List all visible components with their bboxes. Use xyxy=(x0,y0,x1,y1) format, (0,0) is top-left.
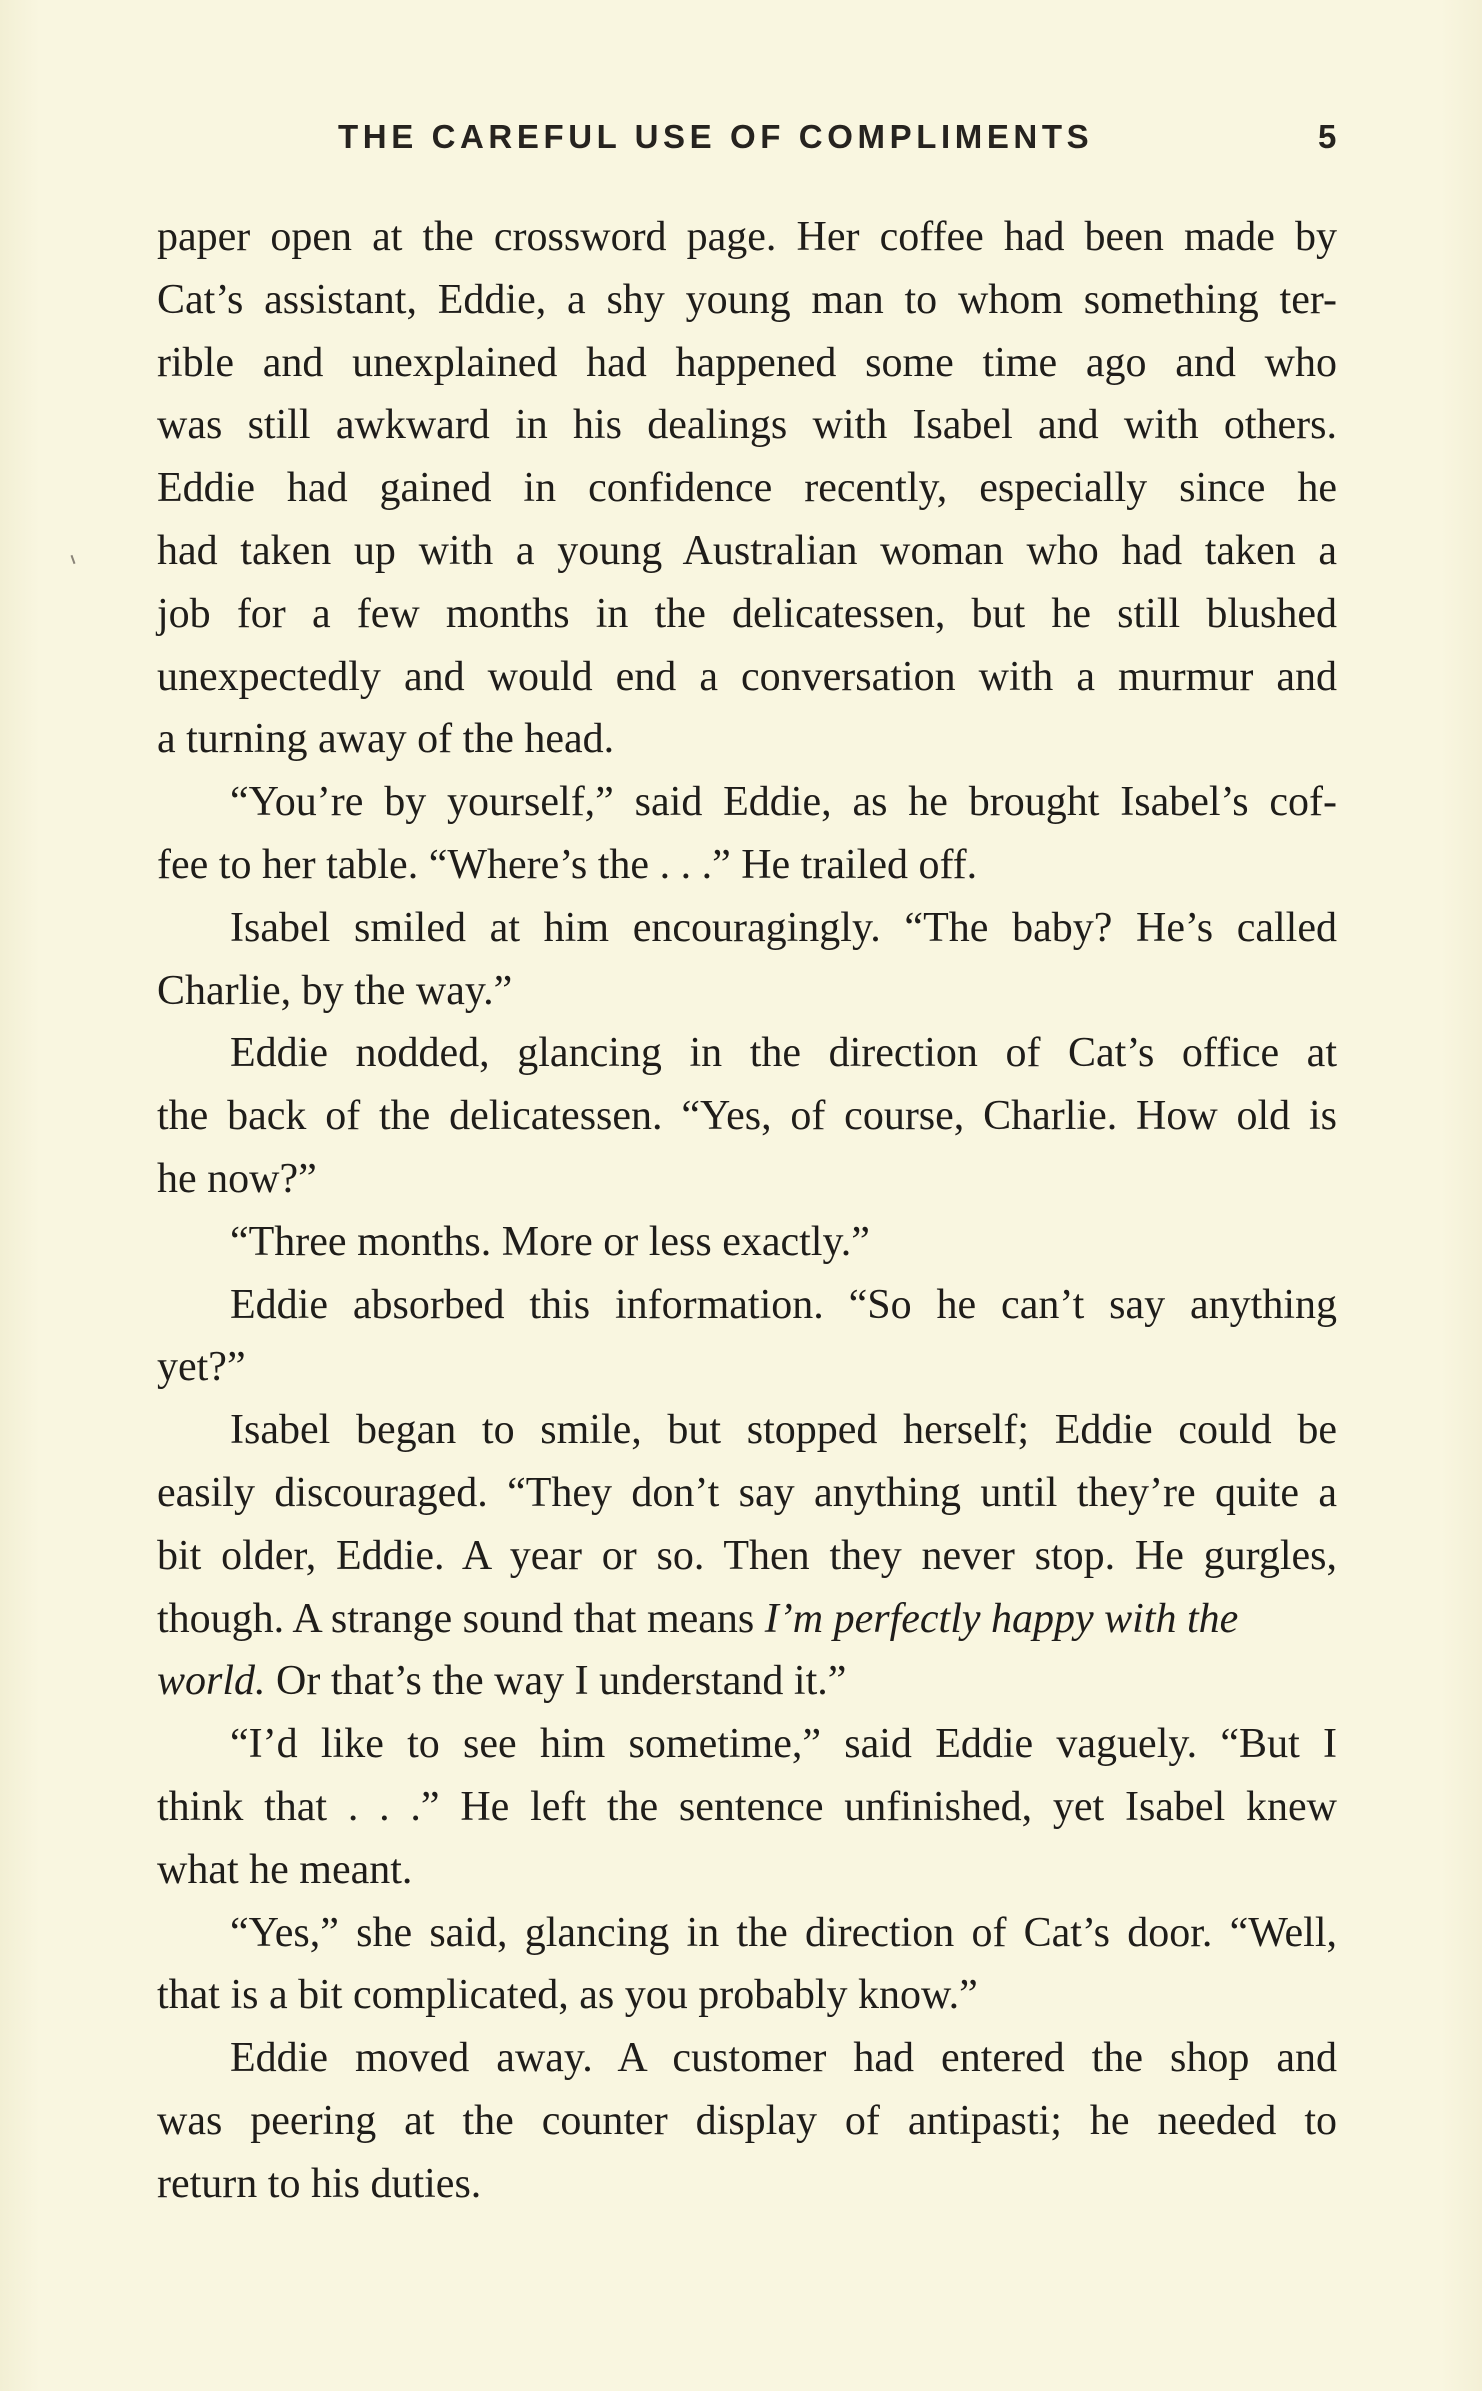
text-line: Eddie moved away. A customer had entered the shop and xyxy=(230,2035,1337,2082)
text-line: “I’d like to see him sometime,” said Eddie vaguely. “But I xyxy=(230,1721,1337,1768)
text-line xyxy=(157,1588,1337,1651)
text-line: easily discouraged. “They don’t say anything until they’re quite a xyxy=(157,1469,1337,1516)
text-line: “You’re by yourself,” said Eddie, as he brought Isabel’s cof- xyxy=(230,779,1337,826)
text-line: Eddie nodded, glancing in the direction of Cat’s office at xyxy=(230,1030,1337,1077)
text-line: yet?” xyxy=(157,1344,246,1391)
text-line: Cat’s assistant, Eddie, a shy young man to whom something ter- xyxy=(157,276,1337,323)
italic-text: I’m perfectly happy with the xyxy=(764,1595,1239,1642)
text-line: Charlie, by the way.” xyxy=(157,967,513,1014)
text-line: bit older, Eddie. A year or so. Then they never stop. He gurgles, xyxy=(157,1532,1337,1579)
text-line: “Three months. More or less exactly.” xyxy=(230,1218,870,1265)
page-number: 5 xyxy=(1318,118,1337,155)
italic-text: world. xyxy=(157,1658,266,1705)
text-line: had taken up with a young Australian woman who had taken a xyxy=(157,527,1337,574)
running-head: THE CAREFUL USE OF COMPLIMENTS xyxy=(338,118,1094,155)
text-line: that is a bit complicated, as you probably know.” xyxy=(157,1972,978,2019)
text-line: return to his duties. xyxy=(157,2160,482,2207)
text-line: unexpectedly and would end a conversation with a murmur and xyxy=(157,653,1337,700)
text-run: Or that’s the way I understand it.” xyxy=(265,1658,847,1705)
text-line: Eddie had gained in confidence recently, especially since he xyxy=(157,465,1337,512)
text-line: a turning away of the head. xyxy=(157,716,615,763)
text-run: though. A strange sound that means xyxy=(157,1595,765,1642)
text-line: Isabel smiled at him encouragingly. “The baby? He’s called xyxy=(230,904,1337,951)
text-line: paper open at the crossword page. Her coffee had been made by xyxy=(157,214,1337,260)
text-line: Eddie absorbed this information. “So he can’t say anything xyxy=(230,1281,1337,1328)
text-line: Isabel began to smile, but stopped herself; Eddie could be xyxy=(230,1407,1337,1454)
body-text xyxy=(157,206,1337,2216)
text-line: what he meant. xyxy=(157,1846,413,1893)
text-line: the back of the delicatessen. “Yes, of course, Charlie. How old is xyxy=(157,1093,1337,1140)
text-line: was peering at the counter display of antipasti; he needed to xyxy=(157,2097,1337,2144)
text-line: fee to her table. “Where’s the . . .” He trailed off. xyxy=(157,841,978,888)
text-line: he now?” xyxy=(157,1155,317,1202)
text-line: was still awkward in his dealings with Isabel and with others. xyxy=(157,402,1337,449)
text-line: rible and unexplained had happened some time ago and who xyxy=(157,339,1337,386)
text-line xyxy=(157,1650,1337,1713)
scan-speck xyxy=(71,555,76,564)
text-line: think that . . .” He left the sentence unfinished, yet Isabel knew xyxy=(157,1783,1337,1830)
text-line: “Yes,” she said, glancing in the direction of Cat’s door. “Well, xyxy=(230,1909,1337,1956)
text-line: job for a few months in the delicatessen, but he still blushed xyxy=(157,590,1337,637)
